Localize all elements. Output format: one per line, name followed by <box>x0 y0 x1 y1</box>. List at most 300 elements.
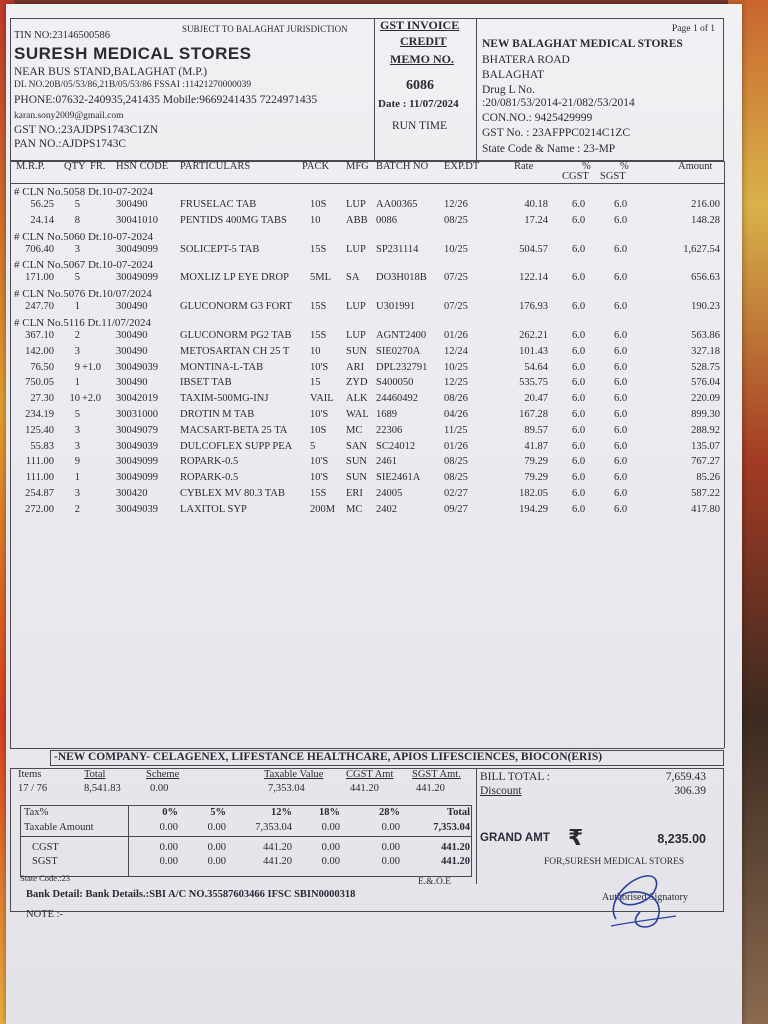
cell-qty: 3 <box>74 488 80 499</box>
cell-cgst: 6.0 <box>572 301 586 313</box>
memo-date: Date : 11/07/2024 <box>378 98 459 110</box>
col-exp: EXP.DT <box>444 161 480 172</box>
col-pct-1: % <box>582 161 591 172</box>
col-fr: FR. <box>90 161 106 172</box>
col-mrp: M.R.P. <box>16 161 45 172</box>
cell-exp: 12/25 <box>444 377 468 389</box>
cell-cgst: 6.0 <box>572 272 586 284</box>
cell-mrp: 55.83 <box>30 440 54 452</box>
taxable-value: 7,353.04 <box>268 783 305 794</box>
cell-cgst: 6.0 <box>572 199 586 210</box>
cell-mrp: 254.87 <box>25 488 54 499</box>
cell-batch: U301991 <box>376 301 416 313</box>
cell-name: MACSART-BETA 25 TA <box>180 424 288 436</box>
tax-cell: 0.00 <box>381 822 400 833</box>
memo-mode: RUN TIME <box>392 120 448 132</box>
cell-rate: 17.24 <box>524 214 548 226</box>
cell-amt: 148.28 <box>691 214 720 226</box>
header-divider-left <box>374 18 375 161</box>
tax-cell: 0% <box>162 807 178 818</box>
tax-cell: 0.00 <box>381 842 400 853</box>
col-particulars: PARTICULARS <box>180 161 251 172</box>
tax-row-label: Taxable Amount <box>24 822 94 833</box>
cell-rate: 504.57 <box>519 243 548 255</box>
tax-row-label: CGST <box>32 842 59 853</box>
cell-batch: AA00365 <box>376 199 418 210</box>
cell-exp: 11/25 <box>444 424 468 436</box>
seller-dl: DL NO.20B/05/53/86,21B/05/53/86 FSSAI :11421270000039 <box>14 80 252 90</box>
cell-qty: 9 <box>74 456 80 468</box>
cell-sgst: 6.0 <box>614 361 628 373</box>
cell-mfg: SA <box>346 272 360 284</box>
cell-pack: 10 <box>310 345 321 357</box>
cell-cgst: 6.0 <box>572 409 586 420</box>
body-left-border <box>10 161 11 748</box>
cell-hsn: 300490 <box>116 301 148 313</box>
footer-top-line <box>10 748 724 749</box>
cell-qty: 2 <box>74 503 80 515</box>
cell-hsn: 30049079 <box>116 424 158 436</box>
cgst-amt-value: 441.20 <box>350 783 379 794</box>
cell-mrp: 171.00 <box>25 272 54 284</box>
tax-row-label: SGST <box>32 856 58 867</box>
cell-mfg: SUN <box>346 472 368 484</box>
cell-batch: SC24012 <box>376 440 416 452</box>
cell-cgst: 6.0 <box>572 393 586 405</box>
cell-amt: 327.18 <box>691 345 720 357</box>
cell-pack: VAIL <box>310 393 334 405</box>
tax-row-label: Tax% <box>24 807 49 818</box>
cell-amt: 563.86 <box>691 330 720 341</box>
col-qty: QTY <box>64 161 86 172</box>
cell-amt: 899.30 <box>691 409 720 420</box>
tax-cell: 7,353.04 <box>433 822 470 833</box>
cell-hsn: 30049039 <box>116 503 158 515</box>
cell-mfg: SAN <box>346 440 368 452</box>
seller-tin: TIN NO:23146500586 <box>14 30 110 41</box>
cell-exp: 12/24 <box>444 345 468 357</box>
cell-sgst: 6.0 <box>614 272 628 284</box>
cell-qty: 5 <box>74 409 80 420</box>
cell-sgst: 6.0 <box>614 243 628 255</box>
col-mfg: MFG <box>346 161 369 172</box>
cell-mrp: 234.19 <box>25 409 54 420</box>
cell-pack: 15S <box>310 301 327 313</box>
tax-cell: 5% <box>210 807 226 818</box>
cell-name: SOLICEPT-5 TAB <box>180 243 260 255</box>
cell-hsn: 30049099 <box>116 456 158 468</box>
column-header-bottom <box>10 183 724 184</box>
cell-qty: 3 <box>74 243 80 255</box>
cell-amt: 288.92 <box>691 424 720 436</box>
cell-qty: 5 <box>74 272 80 284</box>
cell-cgst: 6.0 <box>572 440 586 452</box>
cell-mfg: ARI <box>346 361 365 373</box>
cell-name: MONTINA-L-TAB <box>180 361 264 373</box>
cell-cgst: 6.0 <box>572 503 586 515</box>
col-pct-2: % <box>620 161 629 172</box>
cell-cgst: 6.0 <box>572 345 586 357</box>
cell-hsn: 30049099 <box>116 243 158 255</box>
cell-rate: 122.14 <box>519 272 548 284</box>
cell-mfg: LUP <box>346 330 366 341</box>
cell-mrp: 750.05 <box>25 377 54 389</box>
cell-batch: 22306 <box>376 424 403 436</box>
cell-name: LAXITOL SYP <box>180 503 247 515</box>
cell-qty: 8 <box>74 214 80 226</box>
cell-name: PENTIDS 400MG TABS <box>180 214 287 226</box>
group-header: # CLN No.5067 Dt.10-07-2024 <box>14 259 154 272</box>
seller-jurisdiction: SUBJECT TO BALAGHAT JURISDICTION <box>182 24 348 34</box>
buyer-name: NEW BALAGHAT MEDICAL STORES <box>482 38 683 50</box>
seller-email: karan.sony2009@gmail.com <box>14 111 124 121</box>
cell-sgst: 6.0 <box>614 301 628 313</box>
cell-batch: DO3H018B <box>376 272 427 284</box>
tax-cell: 28% <box>379 807 400 818</box>
cell-amt: 528.75 <box>691 361 720 373</box>
seller-address: NEAR BUS STAND,BALAGHAT (M.P.) <box>14 66 208 78</box>
state-code: State Code.:23 <box>20 873 71 883</box>
cell-pack: 10'S <box>310 409 329 420</box>
col-sgst: SGST <box>600 171 626 182</box>
cell-sgst: 6.0 <box>614 472 628 484</box>
cell-batch: S400050 <box>376 377 414 389</box>
bill-total-value: 7,659.43 <box>665 771 706 783</box>
cell-batch: SP231114 <box>376 243 419 255</box>
cell-mrp: 367.10 <box>25 330 54 341</box>
cell-rate: 176.93 <box>519 301 548 313</box>
sgst-amt-label: SGST Amt. <box>412 769 461 780</box>
seller-pan: PAN NO.:AJDPS1743C <box>14 138 127 150</box>
cell-hsn: 30041010 <box>116 214 158 226</box>
cell-mrp: 125.40 <box>25 424 54 436</box>
cell-exp: 08/25 <box>444 214 468 226</box>
cell-sgst: 6.0 <box>614 503 628 515</box>
cell-hsn: 300490 <box>116 377 148 389</box>
cell-cgst: 6.0 <box>572 472 586 484</box>
items-value: 17 / 76 <box>18 783 48 794</box>
cell-sgst: 6.0 <box>614 424 628 436</box>
cell-name: MOXLIZ LP EYE DROP <box>180 272 289 284</box>
cgst-amt-label: CGST Amt <box>346 769 394 780</box>
cell-mfg: LUP <box>346 243 366 255</box>
buyer-gst: GST No. : 23AFPPC0214C1ZC <box>482 127 631 139</box>
buyer-city: BALAGHAT <box>482 69 544 81</box>
cell-batch: 24460492 <box>376 393 418 405</box>
group-header: # CLN No.5060 Dt.10-07-2024 <box>14 230 154 243</box>
cell-exp: 07/25 <box>444 301 468 313</box>
cell-name: DULCOFLEX SUPP PEA <box>180 440 293 452</box>
cell-pack: 15S <box>310 488 327 499</box>
cell-cgst: 6.0 <box>572 243 586 255</box>
tax-table-row-line <box>20 836 472 837</box>
seller-gst: GST NO.:23AJDPS1743C1ZN <box>14 124 159 136</box>
cell-rate: 79.29 <box>524 472 548 484</box>
total-value: 8,541.83 <box>84 783 121 794</box>
buyer-state: State Code & Name : 23-MP <box>482 143 616 155</box>
grand-amt-value: 8,235.00 <box>657 832 706 846</box>
memo-title-1: GST INVOICE <box>380 18 460 32</box>
cell-pack: 5 <box>310 440 316 452</box>
tax-cell: 0.00 <box>159 822 178 833</box>
cell-sgst: 6.0 <box>614 330 628 341</box>
cell-mfg: WAL <box>346 409 369 420</box>
cell-amt: 220.09 <box>691 393 720 405</box>
cell-mrp: 706.40 <box>25 243 54 255</box>
cell-name: ROPARK-0.5 <box>180 472 239 484</box>
cell-mrp: 111.00 <box>25 456 54 468</box>
cell-sgst: 6.0 <box>614 456 628 468</box>
cell-qty: 2 <box>74 330 80 341</box>
cell-batch: 1689 <box>376 409 397 420</box>
cell-qty: 9 <box>74 361 80 373</box>
cell-qty: 5 <box>74 199 80 210</box>
cell-pack: 10S <box>310 424 327 436</box>
body-right-border <box>724 161 725 748</box>
cell-pack: 10'S <box>310 472 329 484</box>
cell-amt: 417.80 <box>691 503 720 515</box>
cell-batch: 2402 <box>376 503 397 515</box>
cell-amt: 587.22 <box>691 488 720 499</box>
col-batch: BATCH NO <box>376 161 429 172</box>
cell-name: CYBLEX MV 80.3 TAB <box>180 488 285 499</box>
cell-mfg: ERI <box>346 488 363 499</box>
cell-batch: AGNT2400 <box>376 330 427 341</box>
tax-cell: 0.00 <box>321 842 340 853</box>
cell-cgst: 6.0 <box>572 456 586 468</box>
cell-rate: 20.47 <box>524 393 548 405</box>
group-header: # CLN No.5116 Dt.11/07/2024 <box>14 317 151 329</box>
tax-cell: 441.20 <box>263 842 292 853</box>
cell-sgst: 6.0 <box>614 199 628 210</box>
cell-exp: 01/26 <box>444 330 468 341</box>
tax-cell: 0.00 <box>207 822 226 833</box>
cell-name: FRUSELAC TAB <box>180 199 257 210</box>
cell-cgst: 6.0 <box>572 377 586 389</box>
col-rate: Rate <box>514 161 534 172</box>
cell-name: ROPARK-0.5 <box>180 456 239 468</box>
cell-mrp: 56.25 <box>30 199 54 210</box>
cell-sgst: 6.0 <box>614 488 628 499</box>
note-label: NOTE :- <box>26 909 64 920</box>
bank-detail: Bank Detail: Bank Details.:SBI A/C NO.35587603466 IFSC SBIN0000318 <box>26 889 356 900</box>
cell-exp: 09/27 <box>444 503 468 515</box>
cell-mfg: SUN <box>346 345 368 357</box>
tax-cell: 0.00 <box>321 856 340 867</box>
cell-pack: 10'S <box>310 456 329 468</box>
cell-hsn: 300420 <box>116 488 148 499</box>
signatory-label: Authorised Signatory <box>602 892 688 903</box>
cell-rate: 262.21 <box>519 330 548 341</box>
cell-batch: 0086 <box>376 214 397 226</box>
buyer-road: BHATERA ROAD <box>482 54 570 66</box>
cell-mrp: 247.70 <box>25 301 54 313</box>
buyer-drug-no: :20/081/53/2014-21/082/53/2014 <box>482 97 635 109</box>
memo-title-3: MEMO NO. <box>390 52 454 66</box>
cell-name: METOSARTAN CH 25 T <box>180 345 290 357</box>
cell-exp: 10/25 <box>444 361 468 373</box>
tax-cell: 0.00 <box>381 856 400 867</box>
eoe-label: E.&.O.E <box>418 877 451 887</box>
tax-cell: 0.00 <box>207 842 226 853</box>
cell-sgst: 6.0 <box>614 377 628 389</box>
cell-name: TAXIM-500MG-INJ <box>180 393 269 405</box>
cell-pack: 15S <box>310 330 327 341</box>
buyer-con: CON.NO.: 9425429999 <box>482 112 593 124</box>
cell-batch: 2461 <box>376 456 397 468</box>
cell-qty: 3 <box>74 345 80 357</box>
cell-mfg: LUP <box>346 199 366 210</box>
page-count: Page 1 of 1 <box>672 24 716 34</box>
cell-pack: 10'S <box>310 361 329 373</box>
cell-batch: 24005 <box>376 488 403 499</box>
col-pack: PACK <box>302 161 330 172</box>
cell-rate: 101.43 <box>519 345 548 357</box>
cell-rate: 54.64 <box>524 361 548 373</box>
cell-exp: 12/26 <box>444 199 468 210</box>
cell-pack: 5ML <box>310 272 331 284</box>
footer-divider <box>476 768 477 884</box>
tax-cell: 0.00 <box>159 842 178 853</box>
cell-cgst: 6.0 <box>572 488 586 499</box>
cell-exp: 08/25 <box>444 456 468 468</box>
cell-amt: 190.23 <box>691 301 720 313</box>
cell-amt: 85.26 <box>696 472 720 484</box>
buyer-drug-label: Drug L No. <box>482 84 535 96</box>
cell-sgst: 6.0 <box>614 393 628 405</box>
cell-mrp: 272.00 <box>25 503 54 515</box>
cell-exp: 04/26 <box>444 409 468 420</box>
cell-rate: 194.29 <box>519 503 548 515</box>
cell-qty: 1 <box>74 472 80 484</box>
tax-cell: 18% <box>319 807 340 818</box>
cell-pack: 15S <box>310 243 327 255</box>
items-label: Items <box>18 769 42 780</box>
col-cgst: CGST <box>562 171 589 182</box>
seller-phone: PHONE:07632-240935,241435 Mobile:9669241435 7224971435 <box>14 94 318 106</box>
cell-sgst: 6.0 <box>614 214 628 226</box>
memo-title-2: CREDIT <box>400 34 447 48</box>
cell-qty: 10 <box>69 393 80 405</box>
cell-rate: 40.18 <box>524 199 548 210</box>
cell-pack: 10 <box>310 214 321 226</box>
group-header: # CLN No.5058 Dt.10-07-2024 <box>14 186 154 198</box>
cell-mfg: ZYD <box>346 377 368 389</box>
cell-hsn: 30049099 <box>116 272 158 284</box>
cell-mrp: 142.00 <box>25 345 54 357</box>
col-hsn: HSN CODE <box>116 161 169 172</box>
cell-rate: 79.29 <box>524 456 548 468</box>
cell-amt: 216.00 <box>691 199 720 210</box>
memo-number: 6086 <box>406 78 434 93</box>
cell-qty: 3 <box>74 440 80 452</box>
cell-exp: 08/26 <box>444 393 468 405</box>
cell-cgst: 6.0 <box>572 424 586 436</box>
cell-hsn: 30049099 <box>116 472 158 484</box>
cell-exp: 10/25 <box>444 243 468 255</box>
new-company-text: -NEW COMPANY- CELAGENEX, LIFESTANCE HEALTHCARE, APIOS LIFESCIENCES, BIOCON(ERIS) <box>54 751 603 763</box>
tax-cell: Total <box>447 807 470 818</box>
cell-mfg: ABB <box>346 214 368 226</box>
bill-total-label: BILL TOTAL : <box>480 771 550 783</box>
cell-hsn: 300490 <box>116 330 148 341</box>
sgst-amt-value: 441.20 <box>416 783 445 794</box>
scheme-label: Scheme <box>146 769 180 780</box>
cell-mrp: 111.00 <box>25 472 54 484</box>
cell-amt: 576.04 <box>691 377 720 389</box>
cell-qty: 3 <box>74 424 80 436</box>
cell-name: GLUCONORM G3 FORT <box>180 301 292 313</box>
cell-batch: DPL232791 <box>376 361 428 373</box>
grand-amt-label: GRAND AMT <box>480 832 550 844</box>
cell-hsn: 30049039 <box>116 440 158 452</box>
cell-mrp: 24.14 <box>30 214 54 226</box>
invoice-paper <box>6 4 742 1024</box>
cell-mfg: ALK <box>346 393 368 405</box>
cell-sgst: 6.0 <box>614 345 628 357</box>
seller-name: SURESH MEDICAL STORES <box>14 44 252 63</box>
cell-exp: 01/26 <box>444 440 468 452</box>
cell-sgst: 6.0 <box>614 409 628 420</box>
tax-cell: 441.20 <box>441 856 470 867</box>
tax-cell: 0.00 <box>321 822 340 833</box>
cell-qty: 1 <box>74 377 80 389</box>
cell-mrp: 27.30 <box>30 393 54 405</box>
cell-mfg: MC <box>346 424 363 436</box>
cell-fr: +2.0 <box>82 393 102 405</box>
rupee-icon: ₹ <box>568 826 584 851</box>
cell-hsn: 300490 <box>116 199 148 210</box>
cell-amt: 656.63 <box>691 272 720 284</box>
discount-label: Discount <box>480 785 522 797</box>
cell-rate: 89.57 <box>524 424 548 436</box>
cell-amt: 135.07 <box>691 440 720 452</box>
cell-amt: 767.27 <box>691 456 720 468</box>
cell-cgst: 6.0 <box>572 330 586 341</box>
cell-name: IBSET TAB <box>180 377 232 389</box>
cell-hsn: 30049039 <box>116 361 158 373</box>
discount-value: 306.39 <box>674 785 706 797</box>
cell-qty: 1 <box>74 301 80 313</box>
group-header: # CLN No.5076 Dt.10/07/2024 <box>14 288 152 301</box>
cell-sgst: 6.0 <box>614 440 628 452</box>
cell-mrp: 76.50 <box>30 361 54 373</box>
cell-rate: 167.28 <box>519 409 548 420</box>
cell-cgst: 6.0 <box>572 361 586 373</box>
scheme-value: 0.00 <box>150 783 169 794</box>
cell-hsn: 300490 <box>116 345 148 357</box>
cell-exp: 08/25 <box>444 472 468 484</box>
cell-mfg: MC <box>346 503 363 515</box>
cell-name: GLUCONORM PG2 TAB <box>180 330 292 341</box>
total-label: Total <box>84 769 106 780</box>
cell-name: DROTIN M TAB <box>180 409 255 420</box>
cell-exp: 07/25 <box>444 272 468 284</box>
cell-fr: +1.0 <box>82 361 102 373</box>
cell-rate: 535.75 <box>519 377 548 389</box>
tax-table-col-line <box>128 805 129 877</box>
for-label: FOR,SURESH MEDICAL STORES <box>544 857 685 867</box>
col-amount: Amount <box>678 161 713 172</box>
tax-cell: 0.00 <box>159 856 178 867</box>
cell-pack: 15 <box>310 377 321 389</box>
cell-pack: 10S <box>310 199 327 210</box>
cell-hsn: 30031000 <box>116 409 158 420</box>
tax-cell: 12% <box>271 807 292 818</box>
tax-cell: 7,353.04 <box>255 822 292 833</box>
cell-mfg: SUN <box>346 456 368 468</box>
cell-pack: 200M <box>310 503 336 515</box>
